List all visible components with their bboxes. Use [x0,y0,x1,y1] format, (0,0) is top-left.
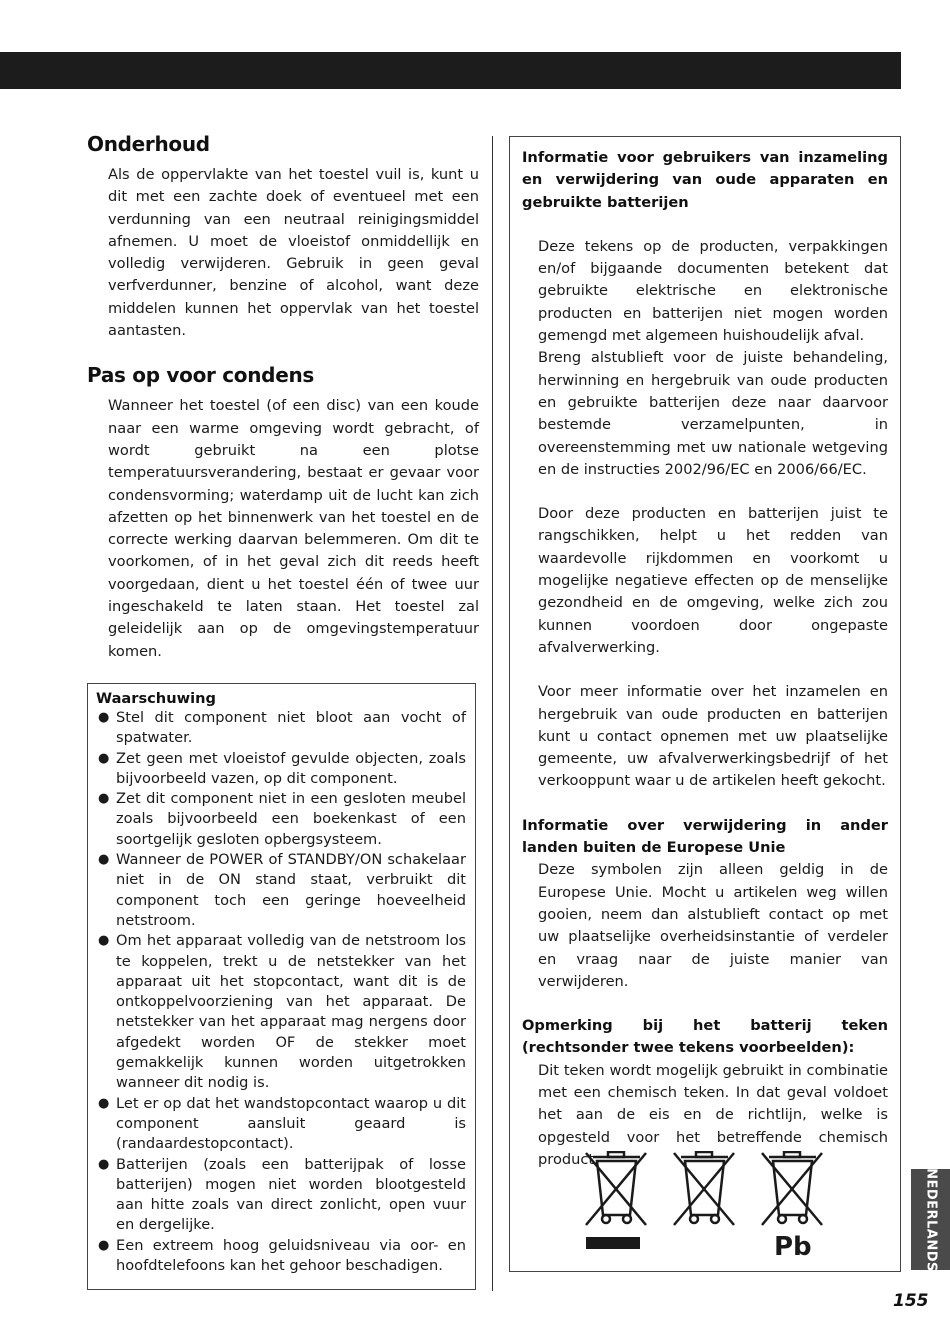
bullet-icon: ● [98,1237,110,1253]
battery-note-title: Opmerking bij het batterij teken (rechtsonder twee tekens voorbeelden): [522,1017,888,1057]
non-eu-text: Deze symbolen zijn alleen geldig in de Europese Unie. Mocht u artikelen weg willen gooien, neem dan alstublieft contact op met uw plaatselijke overheidsinstantie of verdeler en vraag naar de juiste manier van verwijderen. [538,861,888,990]
weee-icons-svg [584,1151,844,1261]
language-tab-label: NEDERLANDS [923,1167,938,1272]
warning-box [87,683,476,1290]
disposal-info-title: Informatie voor gebruikers van inzameling en verwijdering van oude apparaten en gebruikte batterijen [522,149,888,211]
language-tab [911,1169,950,1270]
warning-item: ● Om het apparaat volledig van de netstroom los te koppelen, trekt u de netstekker van het apparaat uit het stopcontact, want dit is de ontkoppelvoorziening van het apparaat. De netstekker van het apparaat mag nergens door afgedekt worden OF de stekker moet gemakkelijk kunnen worden uitgetrokken wanneer dit nodig is. [98,932,466,1092]
weee-bin-icon [674,1152,734,1225]
disposal-info-text-2: Breng alstublieft voor de juiste behandeling, herwinning en hergebruik van oude producten en gebruikte batterijen deze naar daarvoor bestemde verzamelpunten, in overeenstemming met uw nationale wetgeving en de instructies 2002/96/EC en 2006/66/EC. [538,349,888,478]
disposal-info-text-4: Voor meer informatie over het inzamelen en hergebruik van oude producten en batterijen kunt u contact opnemen met uw plaatselijke gemeente, uw afvalverwerkingsbedrijf of het verkooppunt waar u de artikelen heeft gekocht. [538,683,888,790]
disposal-info-text-1: Deze tekens op de producten, verpakkingen en/of bijgaande documenten betekent dat gebruikte elektrische en elektronische producten en batterijen niet mogen worden gemengd met algemeen huishoudelijk afval. [538,237,888,345]
warning-item: ● Een extreem hoog geluidsniveau via oor- en hoofdtelefoons kan het gehoor beschadigen. [98,1236,466,1275]
disposal-info-text-3: Door deze producten en batterijen juist te rangschikken, helpt u het redden van waardevolle rijkdommen en voorkomt u mogelijke negatieve effecten op de menselijke gezondheid en de omgeving, welke zich zou kunnen voordoen door ongepaste afvalverwerking. [538,505,888,656]
maintenance-heading: Onderhoud [87,132,210,156]
bullet-icon: ● [98,791,110,807]
bullet-icon: ● [98,710,110,725]
maintenance-text: Als de oppervlakte van het toestel vuil is, kunt u dit met een zachte doek of eventueel met een verdunning van een neutraal reinigingsmiddel afnemen. U moet de vloeistof onmiddellijk en volledig verwijderen. Gebruik in geen geval verfverdunner, benzine of alcohol, want deze middelen kunnen het oppervlak van het toestel aantasten. [108,166,479,340]
warning-item: ● Stel dit component niet bloot aan vocht of spatwater. [98,709,466,747]
column-divider [492,136,493,1291]
bullet-icon: ● [98,1095,110,1111]
bullet-icon: ● [98,933,110,949]
warning-item: ● Wanneer de POWER of STANDBY/ON schakelaar niet in de ON stand staat, verbruikt dit component toch een geringe hoeveelheid netstroom. [98,851,466,929]
page-number: 155 [893,1291,929,1311]
warning-title: Waarschuwing [96,690,216,707]
warning-item: ● Batterijen (zoals een batterijpak of losse batterijen) mogen niet worden blootgesteld aan hitte zoals van direct zonlicht, open vuur en dergelijke. [98,1155,466,1234]
bullet-icon: ● [98,750,110,766]
warning-item: ● Zet geen met vloeistof gevulde objecten, zoals bijvoorbeeld vazen, op dit component. [98,749,466,787]
condensation-text: Wanneer het toestel (of een disc) van een koude naar een warme omgeving wordt gebracht, of wordt gebruikt na een plotse temperatuursverandering, bestaat er gevaar voor condensvorming; waterdamp uit de lucht kan zich afzetten op het binnenwerk van het toestel en de correcte werking daarvan belemmeren. Om dit te voorkomen, of in het geval zich dit reeds heeft voorgedaan, dient u het toestel één of twee uur ingeschakeld te laten staan. Het toestel zal geleidelijk aan op de omgevingstemperatuur komen. [108,397,479,660]
non-eu-title: Informatie over verwijdering in ander landen buiten de Europese Unie [522,816,888,857]
warning-item: ● Let er op dat het wandstopcontact waarop u dit component aansluit geaard is (randaardestopcontact). [98,1094,466,1153]
disposal-info-box [509,136,901,1272]
battery-note-text: Dit teken wordt mogelijk gebruikt in combinatie met een chemisch teken. In dat geval voldoet het aan de eis en de richtlijn, welke is opgesteld voor het betreffende chemisch product. [538,1061,888,1168]
header-bar [0,52,901,89]
condensation-heading: Pas op voor condens [87,363,315,388]
left-column [87,132,479,663]
chemical-symbol-label: Pb [774,1232,812,1261]
bullet-icon: ● [98,852,110,868]
weee-bin-with-bar-icon [586,1152,646,1249]
warning-item: ● Zet dit component niet in een gesloten meubel zoals bijvoorbeeld een boekenkast of een soortgelijk gesloten opbergsysteem. [98,790,466,848]
bullet-icon: ● [98,1156,110,1172]
warning-list [96,708,466,1276]
weee-icons [584,1151,844,1261]
weee-bin-pb-icon [762,1152,822,1261]
